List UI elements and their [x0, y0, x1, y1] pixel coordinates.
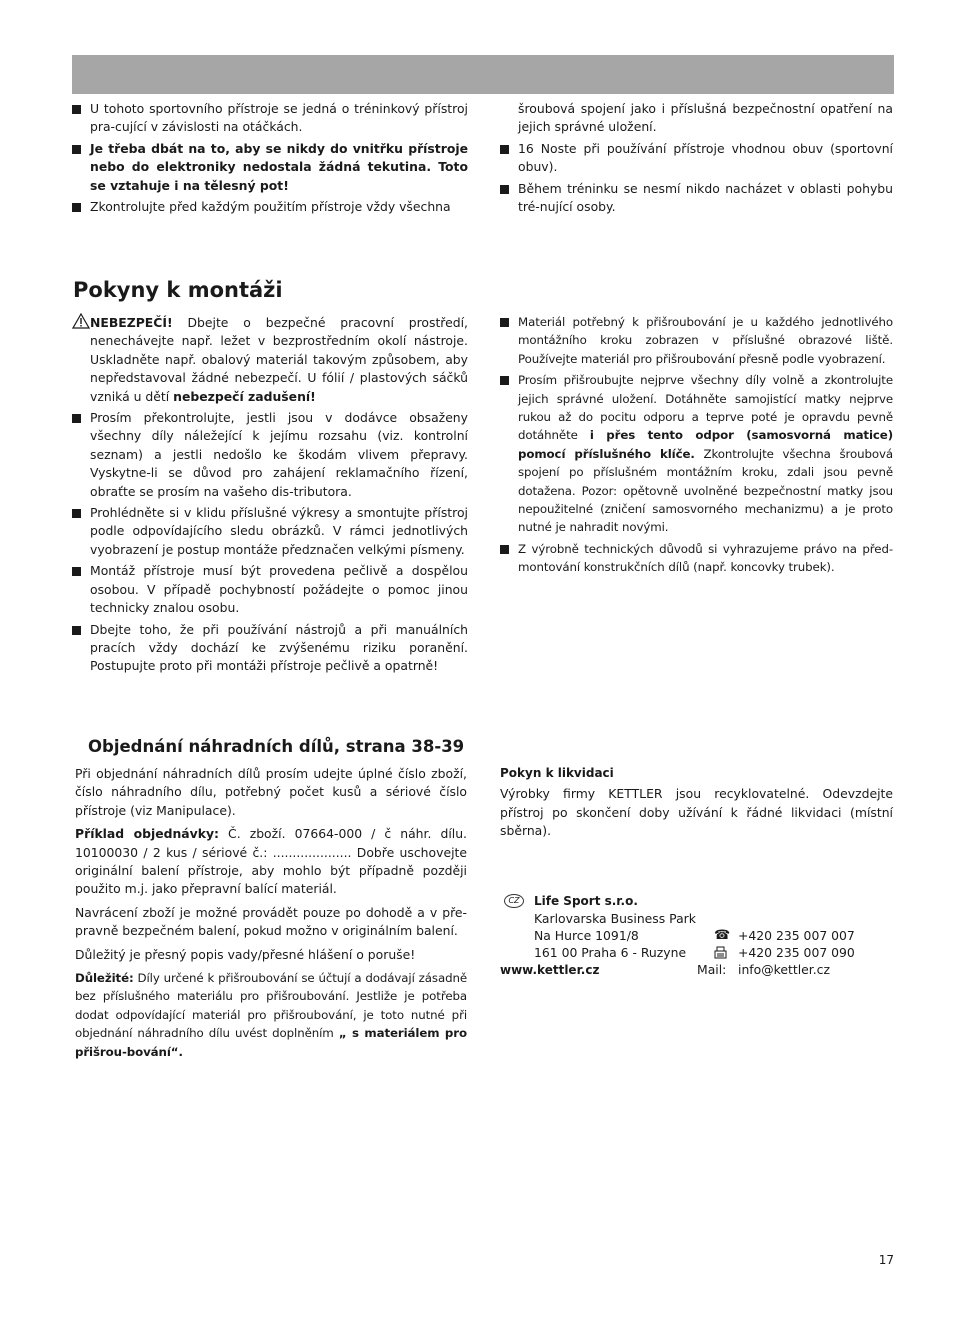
assembly-right-column: [500, 313, 893, 580]
phone-icon: ☎: [714, 928, 731, 943]
country-badge: CZ: [504, 894, 524, 908]
list-item: Zkontrolujte před každým použitím přístroje vždy všechna: [72, 198, 468, 216]
mail-address[interactable]: info@kettler.cz: [738, 962, 830, 977]
mail-label: Mail:: [697, 962, 727, 977]
assembly-left-column: [72, 313, 468, 679]
order-example-paragraph: Příklad objednávky: Č. zboží. 07664-000 / č náhr. dílu. 10100030 / 2 kus / sériové č.: .................... Dobře uschovejte originální balení přístroje, aby mohlo být případně později použito m.j. jako přepravní balící materiál.: [75, 826, 467, 897]
fax-icon: [714, 946, 727, 959]
disposal-heading: Pokyn k likvidaci: [500, 766, 614, 780]
spare-parts-heading: Objednání náhradních dílů, strana 38-39: [88, 737, 465, 756]
address-line: 161 00 Praha 6 - Ruzyne: [534, 945, 687, 960]
website-link[interactable]: www.kettler.cz: [500, 963, 600, 977]
company-name: Life Sport s.r.o.: [534, 894, 638, 908]
warning-paragraph: NEBEZPEČÍ! Dbejte o bezpečné pracovní prostředí, nenechávejte např. ležet v bezprostředním okolí nástroje. Uskladněte např. obalový materiál takovým způsobem, aby nepředstavoval žádné nebezpečí. U fólií / plastových sáčků vzniká u dětí nebezpečí zadušení!: [72, 313, 468, 406]
spare-paragraph: Navrácení zboží je možné provádět pouze po dohodě a v pře-pravně bezpečném balení, pokud možno v originálním balení.: [75, 904, 467, 939]
warning-label: NEBEZPEČÍ!: [90, 315, 173, 330]
address-line: Karlovarska Business Park: [534, 911, 696, 926]
spare-paragraph: Důležitý je přesný popis vady/přesné hlášení o poruše!: [75, 946, 416, 962]
list-item: Prohlédněte si v klidu příslušné výkresy a smontujte přístroj podle odpovídajícího sledu obrázků. V rámci jednotlivých vyobrazení je postup montáže předznačen velkými písmeny.: [72, 504, 468, 559]
assembly-heading: Pokyny k montáži: [73, 278, 283, 302]
list-item: Prosím přišroubujte nejprve všechny díly volně a zkontrolujte jejich správné uložení. Dotáhněte samojistící matky nejprve rukou až do pocitu odporu a teprve poté je opravdu pevně dotáhněte i přes tento odpor (samosvorná matice) pomocí příslušného klíče. Zkontrolujte všechna šroubová spojení po příslušném montážním kroku, zdali jsou pevně dotažena. Pozor: opětovně uvolněné bezpečnostní matky jsou nepoužitelné (zničení samosvorného mechanizmu) a je proto nutné je nahradit novými.: [500, 371, 893, 537]
page-number: 17: [878, 1253, 894, 1267]
phone-number: +420 235 007 007: [738, 928, 855, 943]
list-item: Materiál potřebný k přišroubování je u každého jednotlivého montážního kroku zobrazen v příslušné obrazové liště. Používejte materiál pro přišroubování přesně podle vyobrazení.: [500, 313, 893, 368]
warning-triangle-icon: [72, 313, 90, 329]
top-left-column: [72, 100, 468, 219]
contact-block: [500, 892, 893, 978]
list-continuation: šroubová spojení jako i příslušná bezpečnostní opatření na jejich správné uložení.: [518, 101, 893, 135]
disposal-section: [500, 764, 893, 846]
list-item: U tohoto sportovního přístroje se jedná o tréninkový přístroj pra-cující v závislosti na otáčkách.: [72, 100, 468, 137]
top-right-column: [500, 100, 893, 219]
header-banner: [72, 55, 894, 94]
spare-paragraph: Při objednání náhradních dílů prosím udejte úplné číslo zboží, číslo náhradního dílu, potřebný počet kusů a sériové číslo přístroje (viz Manipulace).: [75, 766, 467, 818]
disposal-text: Výrobky firmy KETTLER jsou recyklovatelné. Odevzdejte přístroj po skončení doby užívání k řádné likvidaci (místní sběrna).: [500, 786, 893, 839]
list-item: 16 Noste při používání přístroje vhodnou obuv (sportovní obuv).: [500, 140, 893, 177]
list-item: Z výrobně technických důvodů si vyhrazujeme právo na před-montování konstrukčních dílů (např. koncovky trubek).: [500, 540, 893, 577]
spare-parts-column: [75, 765, 467, 1066]
list-item: Dbejte toho, že při používání nástrojů a při manuálních pracích vždy dochází ke zvýšenému riziku poranění. Postupujte proto při montáži přístroje pečlivě a opatrně!: [72, 621, 468, 676]
list-item: Montáž přístroje musí být provedena pečlivě a dospělou osobou. V případě pochybností požádejte o pomoc jinou technicky znalou osobu.: [72, 562, 468, 617]
important-paragraph: Důležité: Díly určené k přišroubování se účtují a dodávají zásadně bez příslušného materiálu pro přišroubování. Jestliže je potřeba dodat odpovídající materiál pro přišroubování, je toto nutné při objednání náhradního dílu uvést doplněním „ s materiálem pro přišrou-bování“.: [75, 971, 467, 1059]
address-line: Na Hurce 1091/8: [534, 928, 639, 943]
list-item: Během tréninku se nesmí nikdo nacházet v oblasti pohybu tré-nující osoby.: [500, 180, 893, 217]
list-item: Prosím překontrolujte, jestli jsou v dodávce obsaženy všechny díly náležející k jejímu rozsahu (viz. kontrolní seznam) a jestli nedošlo ke škodám vlivem přepravy. Vyskytne-li se důvod pro zahájení reklamačního řízení, obraťte se prosím na vašeho dis-tributora.: [72, 409, 468, 501]
list-item: Je třeba dbát na to, aby se nikdy do vnitřku přístroje nebo do elektroniky nedostala žádná tekutina. Toto se vztahuje i na tělesný pot!: [72, 140, 468, 195]
fax-number: +420 235 007 090: [738, 945, 855, 960]
